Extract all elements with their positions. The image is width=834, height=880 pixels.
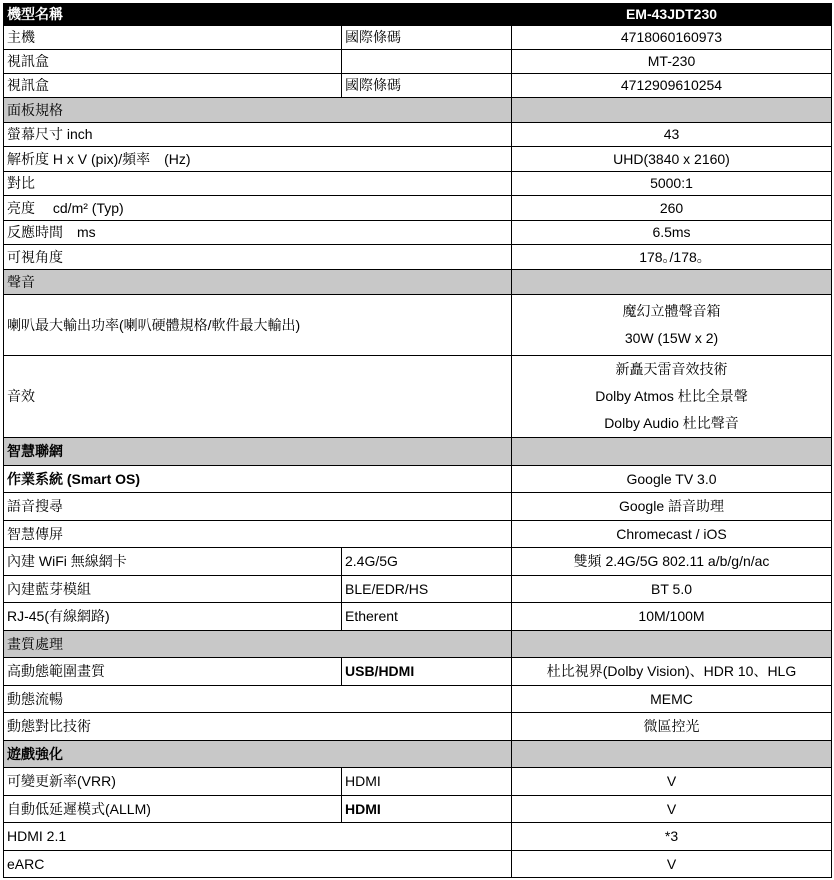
row-label: 高動態範圍畫質	[4, 658, 342, 686]
row-value: V	[512, 796, 832, 823]
row-value: 微區控光	[512, 713, 832, 741]
table-row	[4, 466, 832, 493]
row-value: 260	[512, 196, 832, 221]
row-value: BT 5.0	[512, 576, 832, 603]
table-row	[4, 823, 832, 851]
table-row	[4, 356, 832, 438]
row-label: eARC	[4, 851, 512, 878]
table-row	[4, 245, 832, 270]
row-label: 亮度 cd/m² (Typ)	[4, 196, 512, 221]
row-value: MT-230	[512, 50, 832, 74]
row-label: 動態對比技術	[4, 713, 512, 741]
row-label: HDMI 2.1	[4, 823, 512, 851]
model-name-value: EM-43JDT230	[512, 4, 832, 26]
row-value: 4712909610254	[512, 74, 832, 98]
row-value: Chromecast / iOS	[512, 521, 832, 548]
row-label: 語音搜尋	[4, 493, 512, 521]
section-title: 聲音	[4, 270, 512, 295]
row-value: V	[512, 851, 832, 878]
section-filler	[512, 270, 832, 295]
row-value: 43	[512, 123, 832, 147]
row-value: 6.5ms	[512, 221, 832, 245]
section-title: 畫質處理	[4, 631, 512, 658]
row-value: MEMC	[512, 686, 832, 713]
row-label: 自動低延遲模式(ALLM)	[4, 796, 342, 823]
table-row	[4, 196, 832, 221]
table-row	[4, 295, 832, 356]
row-label: 智慧傳屏	[4, 521, 512, 548]
row-label: 視訊盒	[4, 74, 342, 98]
row-value: UHD(3840 x 2160)	[512, 147, 832, 172]
row-value: *3	[512, 823, 832, 851]
table-row	[4, 658, 832, 686]
table-row	[4, 603, 832, 631]
row-sublabel: 國際條碼	[342, 26, 512, 50]
row-value: Google 語音助理	[512, 493, 832, 521]
row-value: 4718060160973	[512, 26, 832, 50]
table-row	[4, 221, 832, 245]
table-row	[4, 796, 832, 823]
row-label: 動態流暢	[4, 686, 512, 713]
table-row	[4, 50, 832, 74]
row-value: 10M/100M	[512, 603, 832, 631]
value-line: 魔幻立體聲音箱	[622, 303, 721, 319]
section-row	[4, 98, 832, 123]
row-sublabel	[342, 50, 512, 74]
row-sublabel: HDMI	[342, 796, 512, 823]
row-label: 作業系統 (Smart OS)	[4, 466, 512, 493]
row-label: 內建 WiFi 無線網卡	[4, 548, 342, 576]
table-row	[4, 74, 832, 98]
row-sublabel: BLE/EDR/HS	[342, 576, 512, 603]
row-label: 主機	[4, 26, 342, 50]
value-line: Dolby Atmos 杜比全景聲	[595, 388, 748, 404]
row-label: 反應時間 ms	[4, 221, 512, 245]
row-value-multiline	[512, 295, 832, 356]
section-title: 遊戲強化	[4, 741, 512, 768]
model-name-label: 機型名稱	[4, 4, 512, 26]
row-label: 解析度 H x V (pix)/頻率 (Hz)	[4, 147, 512, 172]
section-filler	[512, 741, 832, 768]
table-row	[4, 123, 832, 147]
table-row	[4, 851, 832, 878]
section-row	[4, 270, 832, 295]
spec-table	[3, 3, 832, 878]
table-row	[4, 548, 832, 576]
row-value: V	[512, 768, 832, 796]
row-value: 5000:1	[512, 172, 832, 196]
row-sublabel: USB/HDMI	[342, 658, 512, 686]
row-label: 內建藍芽模組	[4, 576, 342, 603]
value-line: 30W (15W x 2)	[624, 330, 719, 346]
table-header-row	[4, 4, 832, 26]
table-row	[4, 26, 832, 50]
row-sublabel: HDMI	[342, 768, 512, 796]
row-value: 杜比視界(Dolby Vision)、HDR 10、HLG	[512, 658, 832, 686]
row-label: 可視角度	[4, 245, 512, 270]
row-label: 螢幕尺寸 inch	[4, 123, 512, 147]
section-row	[4, 741, 832, 768]
row-label: 喇叭最大輸出功率(喇叭硬體規格/軟件最大輸出)	[4, 295, 512, 356]
row-sublabel: 2.4G/5G	[342, 548, 512, 576]
row-value: Google TV 3.0	[512, 466, 832, 493]
row-label: 音效	[4, 356, 512, 438]
value-line: Dolby Audio 杜比聲音	[604, 415, 739, 431]
table-row	[4, 768, 832, 796]
table-row	[4, 686, 832, 713]
section-row	[4, 631, 832, 658]
row-label: RJ-45(有線網路)	[4, 603, 342, 631]
table-row	[4, 172, 832, 196]
section-title: 智慧聯網	[4, 438, 512, 466]
section-filler	[512, 98, 832, 123]
row-value: 雙頻 2.4G/5G 802.11 a/b/g/n/ac	[512, 548, 832, 576]
value-line: 新矗天雷音效技術	[615, 361, 728, 377]
table-row	[4, 493, 832, 521]
row-label: 對比	[4, 172, 512, 196]
row-sublabel: 國際條碼	[342, 74, 512, 98]
section-title: 面板規格	[4, 98, 512, 123]
row-sublabel: Etherent	[342, 603, 512, 631]
row-label: 可變更新率(VRR)	[4, 768, 342, 796]
section-filler	[512, 438, 832, 466]
section-row	[4, 438, 832, 466]
section-filler	[512, 631, 832, 658]
table-row	[4, 576, 832, 603]
table-row	[4, 521, 832, 548]
row-label: 視訊盒	[4, 50, 342, 74]
table-row	[4, 713, 832, 741]
row-value-multiline	[512, 356, 832, 438]
row-value: 178｡/178｡	[512, 245, 832, 270]
table-row	[4, 147, 832, 172]
